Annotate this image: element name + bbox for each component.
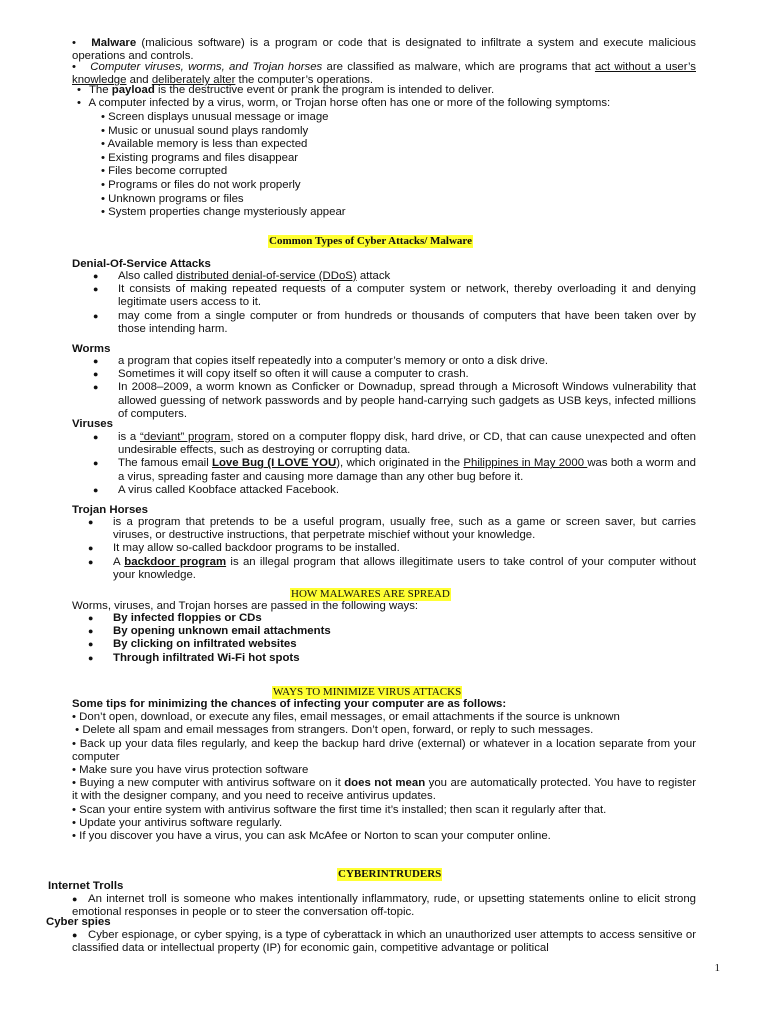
list-item: • Delete all spam and email messages from strangers. Don’t open, forward, or reply to such messages. [72, 724, 594, 737]
text: , stored on a computer floppy disk, hard drive, or CD, that can cause unexpected and often undesirable effects, such as destroying or corrupting data. [118, 431, 697, 457]
list-item [93, 431, 696, 457]
list-item: • Screen displays unusual message or image [101, 111, 329, 123]
page-number: 1 [714, 962, 720, 974]
text: ), which originated in the [336, 457, 464, 470]
list-item [88, 542, 696, 555]
bullet-icon: ● [88, 626, 94, 637]
trojans-list [88, 516, 696, 582]
list-item [93, 368, 696, 381]
list-item [93, 355, 696, 368]
list-item: • Music or unusual sound plays randomly [101, 124, 309, 137]
text: The famous email [118, 457, 213, 470]
bullet-icon: ● [93, 484, 99, 495]
text: A virus called Koobface attacked Facebook. [118, 483, 339, 496]
text: the computer’s operations. [235, 74, 374, 87]
text: Files become corrupted [108, 165, 228, 178]
text: was both a worm and a virus, spreading faster and causing more damage than any other bug before it. [118, 457, 696, 483]
bullet-icon: ● [88, 639, 94, 650]
text: Music or unusual sound plays randomly [108, 124, 309, 137]
underlined-text: Philippines in May 2000 [463, 457, 588, 470]
malware-term: Malware [91, 37, 137, 49]
worms-title: Worms [72, 343, 111, 355]
tips-list [72, 698, 696, 843]
bullet-icon: ● [88, 652, 94, 663]
text: is the destructive event or prank the program is intended to deliver. [154, 84, 495, 96]
text: are classified as malware, which are programs that [322, 61, 595, 73]
payload-term: payload [111, 84, 155, 96]
text: Sometimes it will copy itself so often it will cause a computer to crash. [118, 368, 469, 381]
text: Cyber espionage, or cyber spying, is a type of cyberattack in which an unauthorized user attempts to access sensitive or classified data or intellectual property (IP) for economic gain, competitive advantage or political [72, 929, 696, 955]
bullet-icon: ● [93, 369, 99, 380]
text: It consists of making repeated requests of a computer system or network, thereby overloading it and denying legitimate users access to it. [118, 283, 696, 309]
spies-text [72, 929, 696, 955]
bullet-icon: ● [88, 517, 94, 527]
text: you are automatically protected. You have to register it with the designer company, and you need to receive antivirus updates. [72, 777, 696, 803]
viruses-list [93, 431, 696, 497]
list-item: • Don’t open, download, or execute any files, email messages, or email attachments if the source is unknown [72, 711, 620, 724]
viruses-title: Viruses [72, 418, 113, 430]
bullet-icon: ● [88, 613, 94, 623]
text: Also called [118, 270, 177, 282]
bold-text: does not mean [344, 777, 426, 790]
text: is a program that pretends to be a useful program, usually free, such as a game or screen saver, but carries viruses, or destructive instructions, that perpetrate mischief without your knowledge. [113, 516, 696, 542]
worms-list [93, 355, 696, 421]
symptoms-intro [72, 97, 696, 110]
payload-definition [72, 84, 696, 97]
bullet-icon: ● [93, 310, 99, 321]
trojans-title: Trojan Horses [72, 504, 148, 516]
list-item [88, 516, 696, 542]
list-item: • Back up your data files regularly, and keep the backup hard drive (external) or whatever in a location separate from your computer [72, 737, 696, 763]
bullet-icon: • [72, 37, 76, 49]
list-item [93, 270, 696, 283]
text: Programs or files do not work properly [108, 178, 301, 191]
trolls-title: Internet Trolls [48, 880, 124, 892]
list-item: • Existing programs and files disappear [101, 151, 299, 164]
bullet-icon: • [77, 84, 81, 96]
bullet-icon: ● [93, 458, 99, 469]
section-title-malware-spread: HOW MALWARES ARE SPREAD [291, 588, 450, 600]
text: By opening unknown email attachments [113, 625, 331, 638]
list-item [88, 638, 696, 651]
bullet-icon: ● [88, 556, 94, 567]
malware-types-term: Computer viruses, worms, and Trojan horses [90, 61, 323, 73]
tips-intro: Some tips for minimizing the chances of infecting your computer are as follows: [72, 698, 507, 710]
text: It may allow so-called backdoor programs to be installed. [113, 542, 400, 555]
section-title-cyber-attacks: Common Types of Cyber Attacks/ Malware [269, 235, 472, 247]
list-item: • Available memory is less than expected [101, 138, 308, 151]
bullet-icon: ● [72, 894, 78, 904]
list-item: • Files become corrupted [101, 165, 228, 178]
spread-list [88, 612, 696, 665]
list-item: • Make sure you have virus protection software [72, 764, 309, 777]
text: An internet troll is someone who makes intentionally inflammatory, rude, or upsetting statements online to elicit strong emotional responses in people or to steer the conversation off-topic. [72, 893, 696, 919]
text: A [113, 555, 125, 568]
dos-list [93, 270, 696, 336]
spies-title: Cyber spies [46, 916, 111, 928]
list-item: • Unknown programs or files [101, 192, 244, 205]
symptoms-list [101, 111, 346, 220]
trolls-text [72, 893, 696, 919]
bullet-icon: ● [93, 271, 99, 281]
list-item [93, 484, 696, 497]
text: By infected floppies or CDs [113, 612, 262, 624]
text: Unknown programs or files [108, 192, 244, 205]
underlined-text: deliberately alter [151, 74, 236, 87]
text: By clicking on infiltrated websites [113, 638, 297, 651]
underlined-text: “deviant” program [139, 431, 231, 443]
bullet-icon: ● [93, 284, 99, 295]
text: In 2008–2009, a worm known as Conficker or Downadup, spread through a Microsoft Windows vulnerability that allowed guessing of network passwords and by people hand-carrying such gadgets as USB keys, infected millions of computers. [118, 381, 696, 420]
text: is a [118, 431, 140, 443]
text: is an illegal program that allows illegitimate users to take control of your computer without your knowledge. [113, 555, 696, 581]
list-item [88, 556, 696, 582]
list-item [88, 652, 696, 665]
list-item: • If you discover you have a virus, you can ask McAfee or Norton to scan your computer online. [72, 830, 551, 843]
section-title-minimize-attacks: WAYS TO MINIMIZE VIRUS ATTACKS [273, 686, 462, 698]
bullet-icon: • [72, 61, 76, 73]
text: and [126, 74, 152, 87]
bullet-icon: ● [93, 432, 99, 442]
underlined-text: act without a user’s knowledge [72, 61, 696, 87]
underlined-text: Love Bug (I LOVE YOU [212, 457, 337, 470]
list-item: • Update your antivirus software regularly. [72, 816, 283, 829]
text: Existing programs and files disappear [108, 151, 299, 164]
text: a program that copies itself repeatedly into a computer’s memory or onto a disk drive. [118, 355, 549, 367]
list-item: • Scan your entire system with antivirus software the first time it’s installed; then scan it regularly after that. [72, 803, 607, 816]
list-item [72, 777, 696, 803]
bullet-icon: ● [72, 930, 78, 940]
underlined-text: backdoor program [124, 555, 227, 568]
list-item [93, 457, 696, 483]
malware-definition [72, 37, 696, 63]
text: System properties change mysteriously appear [108, 206, 346, 219]
bullet-icon: ● [88, 543, 94, 554]
text: Screen displays unusual message or image [108, 111, 329, 123]
list-item [88, 612, 696, 625]
bullet-icon: ● [93, 382, 99, 393]
list-item [93, 381, 696, 421]
text: attack [356, 270, 391, 282]
spread-intro: Worms, viruses, and Trojan horses are passed in the following ways: [72, 600, 419, 612]
text: may come from a single computer or from hundreds or thousands of computers that have been taken over by those intending harm. [118, 309, 696, 335]
bullet-icon: ● [93, 356, 99, 366]
list-item: • Programs or files do not work properly [101, 178, 301, 191]
list-item [88, 625, 696, 638]
bullet-icon: • [77, 97, 81, 109]
text: A computer infected by a virus, worm, or Trojan horse often has one or more of the following symptoms: [88, 97, 611, 109]
list-item: • System properties change mysteriously appear [101, 206, 346, 219]
text: Available memory is less than expected [107, 138, 308, 151]
section-title-cyberintruders: CYBERINTRUDERS [338, 868, 442, 880]
malware-definition-text: (malicious software) is a program or code that is designated to infiltrate a system and execute malicious operations and controls. [72, 37, 697, 63]
list-item [93, 283, 696, 309]
dos-title: Denial-Of-Service Attacks [72, 258, 211, 270]
text: The [88, 84, 112, 96]
text: Through infiltrated Wi-Fi hot spots [113, 651, 300, 664]
text: • Buying a new computer with antivirus software on it [72, 777, 345, 790]
underlined-text: distributed denial-of-service (DDoS) [176, 270, 357, 282]
list-item [93, 310, 696, 336]
